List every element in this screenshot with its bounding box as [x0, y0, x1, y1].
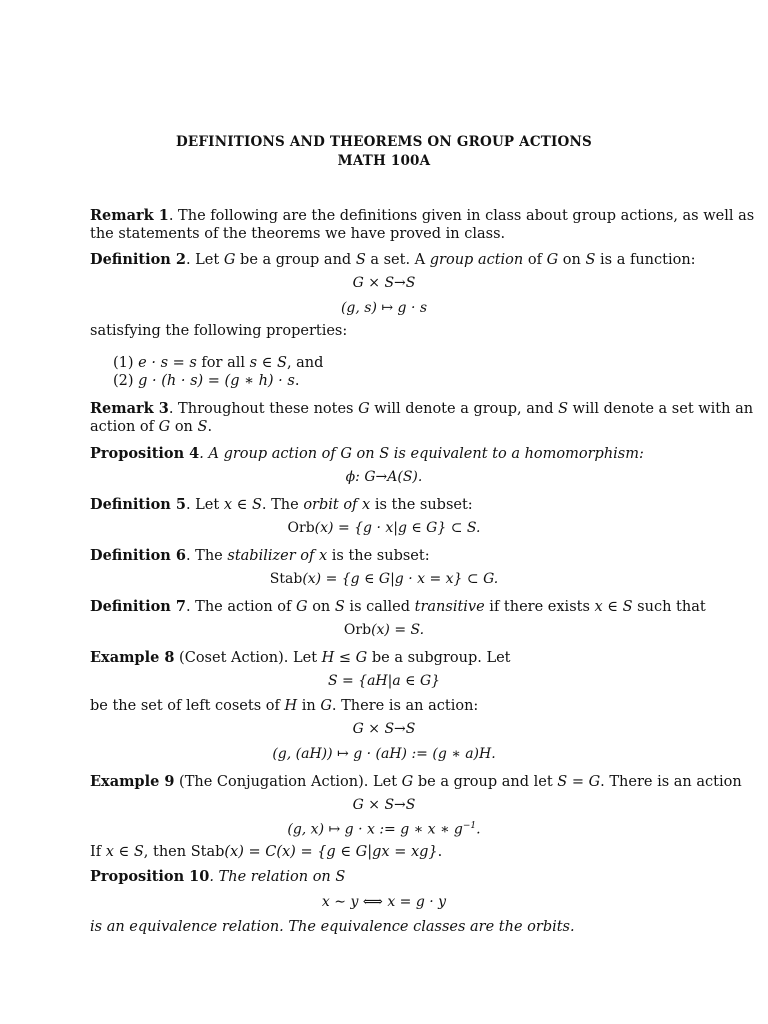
math: G — [320, 698, 332, 714]
definition-6-label: Definition 6 — [90, 547, 186, 564]
math: G — [401, 774, 414, 790]
math: G — [358, 401, 370, 417]
math: g · (h · s) = (g ∗ h) · s — [138, 373, 295, 389]
text: on — [170, 419, 198, 435]
text: , and — [286, 355, 324, 371]
text: If — [90, 844, 106, 860]
text: on — [558, 252, 586, 268]
definition-2-label: Definition 2 — [90, 251, 186, 268]
display-equation: G × S→S — [352, 721, 416, 737]
math: x ∈ S — [105, 844, 144, 860]
text: . — [207, 419, 213, 435]
text: be a subgroup. Let — [367, 650, 511, 666]
text: . The — [185, 548, 228, 564]
defined-term: transitive — [414, 599, 485, 615]
math: . — [476, 821, 481, 838]
math: S — [355, 252, 366, 268]
math: H — [284, 698, 298, 714]
math: S — [585, 252, 596, 268]
math: x ∈ S — [223, 497, 262, 513]
text: is the subset: — [370, 497, 473, 513]
text: be the set of left cosets of — [90, 698, 285, 714]
text: . The — [261, 497, 304, 513]
text: . Throughout these notes — [168, 401, 359, 417]
example-9-label: Example 9 — [90, 773, 175, 790]
text: on — [351, 446, 380, 462]
proposition-10 — [90, 868, 690, 886]
display-equation: (g, (aH)) ↦ g · (aH) := (g ∗ a)H. — [272, 746, 496, 762]
text: will denote a group, and — [369, 401, 559, 417]
proposition-4-label: Proposition 4 — [90, 445, 200, 462]
example-8-label: Example 8 — [90, 649, 175, 666]
function-name: Stab — [269, 571, 303, 587]
math: s ∈ S — [249, 355, 287, 371]
text: . A group action of — [199, 446, 341, 462]
text: . The relation on — [209, 869, 336, 885]
definition-2 — [90, 251, 696, 269]
definition-7-label: Definition 7 — [90, 598, 186, 615]
defined-term: stabilizer of — [227, 548, 319, 564]
text: be a group and — [235, 252, 356, 268]
math: S — [197, 419, 208, 435]
defined-term: group action — [429, 252, 524, 268]
math: S — [335, 869, 346, 885]
text: (The Conjugation Action). Let — [174, 774, 402, 790]
proposition-10-label: Proposition 10 — [90, 868, 210, 885]
display-equation — [0, 622, 768, 638]
text: (Coset Action). Let — [174, 650, 322, 666]
math: S — [558, 401, 569, 417]
math: (x) = S. — [371, 622, 425, 638]
math: S — [334, 599, 345, 615]
text: , then — [143, 844, 191, 860]
math: G — [158, 419, 171, 435]
list-item — [113, 355, 323, 371]
math: (x) = {g ∈ G|g · x = x} ⊂ G. — [302, 571, 499, 587]
math: x — [362, 497, 371, 513]
list-item — [113, 373, 299, 389]
remark-1-text-cont: the statements of the theorems we have proved in class. — [90, 226, 506, 242]
superscript: −1 — [462, 821, 477, 831]
text: . Let — [185, 497, 224, 513]
example-9 — [90, 773, 742, 791]
text: is equivalent to a homomorphism: — [389, 446, 644, 462]
text: a set. A — [365, 252, 430, 268]
math: (x) = {g · x|g ∈ G} ⊂ S. — [314, 520, 481, 536]
text: if there exists — [484, 599, 595, 615]
definition-5 — [90, 496, 690, 514]
text: . Let — [185, 252, 224, 268]
math: x ∈ S — [594, 599, 633, 615]
math: e · s = s — [138, 355, 197, 371]
math: (x) = C(x) = {g ∈ G|gx = xg} — [224, 844, 438, 860]
text: . There is an action — [600, 774, 742, 790]
display-equation — [0, 821, 768, 838]
definition-5-label: Definition 5 — [90, 496, 186, 513]
text: such that — [632, 599, 706, 615]
display-equation — [0, 520, 768, 536]
math: G — [296, 599, 308, 615]
remark-1-line-2 — [90, 225, 690, 243]
remark-3-line-1 — [90, 400, 754, 418]
display-equation — [0, 571, 768, 587]
proposition-4 — [90, 445, 690, 463]
remark-3-label: Remark 3 — [90, 400, 169, 417]
function-name: Orb — [287, 520, 315, 536]
remark-1-text: . The following are the definitions given in class about group actions, as well as — [168, 208, 755, 224]
math: S — [379, 446, 390, 462]
text: be a group and let — [413, 774, 558, 790]
math: x — [318, 548, 328, 564]
math: H ≤ G — [321, 650, 368, 666]
display-equation: ϕ: G→A(S). — [345, 469, 423, 485]
text: is a function: — [595, 252, 696, 268]
math: S = G — [557, 774, 601, 790]
text: . — [294, 373, 300, 389]
example-9-after — [90, 843, 690, 861]
display-equation: x ∼ y ⟺ x = g · y — [321, 894, 447, 910]
display-equation: G × S→S — [352, 275, 416, 291]
document-subtitle: MATH 100A — [337, 153, 431, 169]
remark-3-line-2 — [90, 418, 690, 436]
remark-1-label: Remark 1 — [90, 207, 169, 224]
math: G — [340, 446, 352, 462]
math: G — [223, 252, 236, 268]
text: on — [307, 599, 335, 615]
example-8 — [90, 649, 690, 667]
definition-7 — [90, 598, 706, 616]
text: action of — [90, 419, 159, 435]
definition-2-after: satisfying the following properties: — [90, 323, 348, 339]
text: of — [523, 252, 547, 268]
list-number: (1) — [113, 355, 134, 371]
text: will denote a set with an — [568, 401, 754, 417]
proposition-10-after: is an equivalence relation. The equivalence classes are the orbits. — [90, 919, 575, 935]
text: is called — [344, 599, 415, 615]
text: in — [297, 698, 321, 714]
definition-6 — [90, 547, 690, 565]
list-number: (2) — [113, 373, 134, 389]
defined-term: orbit of — [303, 497, 363, 513]
example-8-after — [90, 697, 690, 715]
math: (g, x) ↦ g · x := g ∗ x ∗ g — [287, 821, 463, 838]
display-equation: (g, s) ↦ g · s — [340, 300, 428, 316]
text: for all — [196, 355, 250, 371]
document-title: DEFINITIONS AND THEOREMS ON GROUP ACTIONS — [176, 134, 592, 150]
text: . — [437, 844, 443, 860]
remark-1-line-1 — [90, 207, 755, 225]
text: . There is an action: — [331, 698, 479, 714]
display-equation: G × S→S — [352, 797, 416, 813]
function-name: Orb — [343, 622, 372, 638]
text: is the subset: — [327, 548, 430, 564]
function-name: Stab — [190, 844, 225, 860]
text: . The action of — [185, 599, 296, 615]
math: G — [546, 252, 559, 268]
display-equation: S = {aH|a ∈ G} — [327, 673, 441, 689]
